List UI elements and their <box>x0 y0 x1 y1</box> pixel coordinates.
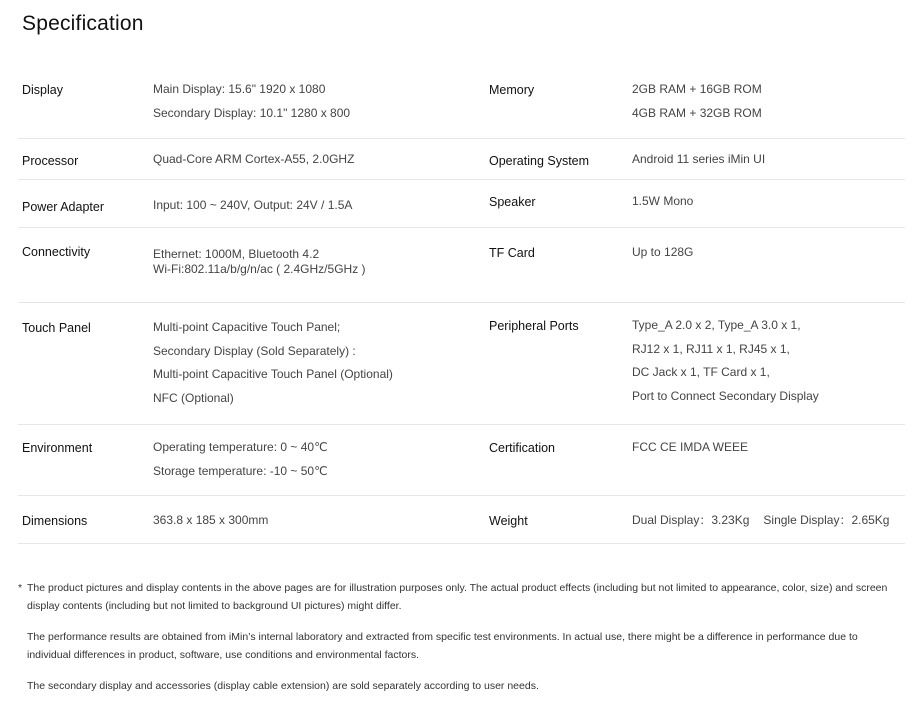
spec-value-line: NFC (Optional) <box>153 390 234 405</box>
spec-value-speaker <box>632 190 693 214</box>
spec-value-line: Storage temperature: -10 ~ 50℃ <box>153 463 328 478</box>
spec-value-line: 2GB RAM + 16GB ROM <box>632 82 762 96</box>
spec-label-dimensions: Dimensions <box>22 514 88 528</box>
spec-label-processor: Processor <box>22 154 79 168</box>
spec-value-line: Ethernet: 1000M, Bluetooth 4.2 <box>153 247 320 261</box>
spec-row-display <box>18 78 905 139</box>
spec-value-line: Operating temperature: 0 ~ 40℃ <box>153 440 328 454</box>
spec-value-os <box>632 148 765 172</box>
spec-value-certification <box>632 436 748 460</box>
spec-row-environment <box>18 425 905 496</box>
spec-label-connectivity: Connectivity <box>22 245 91 259</box>
spec-value-line: 4GB RAM + 32GB ROM <box>632 105 762 120</box>
spec-label-certification: Certification <box>489 441 555 455</box>
spec-row-dimensions <box>18 496 905 544</box>
spec-value-line: DC Jack x 1, TF Card x 1, <box>632 365 770 379</box>
spec-value-line: Wi-Fi:802.11a/b/g/n/ac ( 2.4GHz/5GHz ) <box>153 262 366 276</box>
footnote <box>18 629 898 664</box>
footnotes <box>18 580 898 710</box>
footnote-asterisk: * <box>18 582 23 594</box>
spec-row-connectivity <box>18 228 905 303</box>
spec-label-weight: Weight <box>489 514 528 528</box>
spec-value-line: Input: 100 ~ 240V, Output: 24V / 1.5A <box>153 198 353 212</box>
spec-row-power <box>18 180 905 228</box>
spec-value-line: Secondary Display: 10.1" 1280 x 800 <box>153 105 351 120</box>
spec-value-environment <box>153 436 328 483</box>
spec-label-speaker: Speaker <box>489 195 536 209</box>
spec-label-environment: Environment <box>22 441 93 455</box>
spec-value-line: Android 11 series iMin UI <box>632 152 766 166</box>
spec-label-ports: Peripheral Ports <box>489 319 579 333</box>
spec-value-line: FCC CE IMDA WEEE <box>632 440 749 454</box>
spec-value-tfcard <box>632 241 693 265</box>
spec-value-line: 363.8 x 185 x 300mm <box>153 513 269 527</box>
spec-value-connectivity <box>153 247 366 277</box>
spec-label-power: Power Adapter <box>22 200 104 214</box>
footnote <box>18 678 898 696</box>
spec-label-memory: Memory <box>489 83 535 97</box>
spec-value-line: Port to Connect Secondary Display <box>632 388 819 403</box>
spec-label-tfcard: TF Card <box>489 246 535 260</box>
spec-value-processor <box>153 148 354 172</box>
spec-row-processor <box>18 139 905 180</box>
weight-dual: Dual Display：3.23Kg <box>632 513 750 527</box>
footnote <box>18 580 898 615</box>
spec-value-power <box>153 194 352 218</box>
footnote-text: The secondary display and accessories (display cable extension) are sold separately according to user needs. <box>27 680 539 692</box>
spec-value-line: 1.5W Mono <box>632 194 694 208</box>
spec-value-line: Secondary Display (Sold Separately) : <box>153 343 356 358</box>
spec-value-line: Main Display: 15.6" 1920 x 1080 <box>153 82 326 96</box>
weight-single: Single Display：2.65Kg <box>763 513 890 527</box>
spec-value-ports <box>632 314 819 408</box>
spec-value-dimensions <box>153 509 268 533</box>
spec-row-touch <box>18 303 905 425</box>
spec-value-line: Up to 128G <box>632 245 694 259</box>
spec-label-touch: Touch Panel <box>22 321 91 335</box>
page-title: Specification <box>22 12 144 35</box>
spec-value-line: RJ12 x 1, RJ11 x 1, RJ45 x 1, <box>632 341 790 356</box>
spec-label-display: Display <box>22 83 63 97</box>
spec-value-weight <box>632 509 889 533</box>
footnote-text: The performance results are obtained from iMin’s internal laboratory and extracted from specific test environments. In actual use, there might be a difference in performance due to individual differences in product, software, use conditions and environmental factors. <box>27 631 858 661</box>
footnote-text: The product pictures and display contents in the above pages are for illustration purposes only. The actual product effects (including but not limited to appearance, color, size) and screen display contents (including but not limited to background UI pictures) might differ. <box>27 582 888 612</box>
spec-value-line: Multi-point Capacitive Touch Panel (Optional) <box>153 367 393 381</box>
spec-label-os: Operating System <box>489 154 590 168</box>
spec-value-touch <box>153 316 393 410</box>
spec-value-memory <box>632 78 762 125</box>
spec-value-line: Multi-point Capacitive Touch Panel; <box>153 320 341 334</box>
spec-value-display <box>153 78 350 125</box>
spec-value-line <box>632 509 889 533</box>
spec-value-line: Type_A 2.0 x 2, Type_A 3.0 x 1, <box>632 318 801 332</box>
spec-value-line: Quad-Core ARM Cortex-A55, 2.0GHZ <box>153 152 355 166</box>
